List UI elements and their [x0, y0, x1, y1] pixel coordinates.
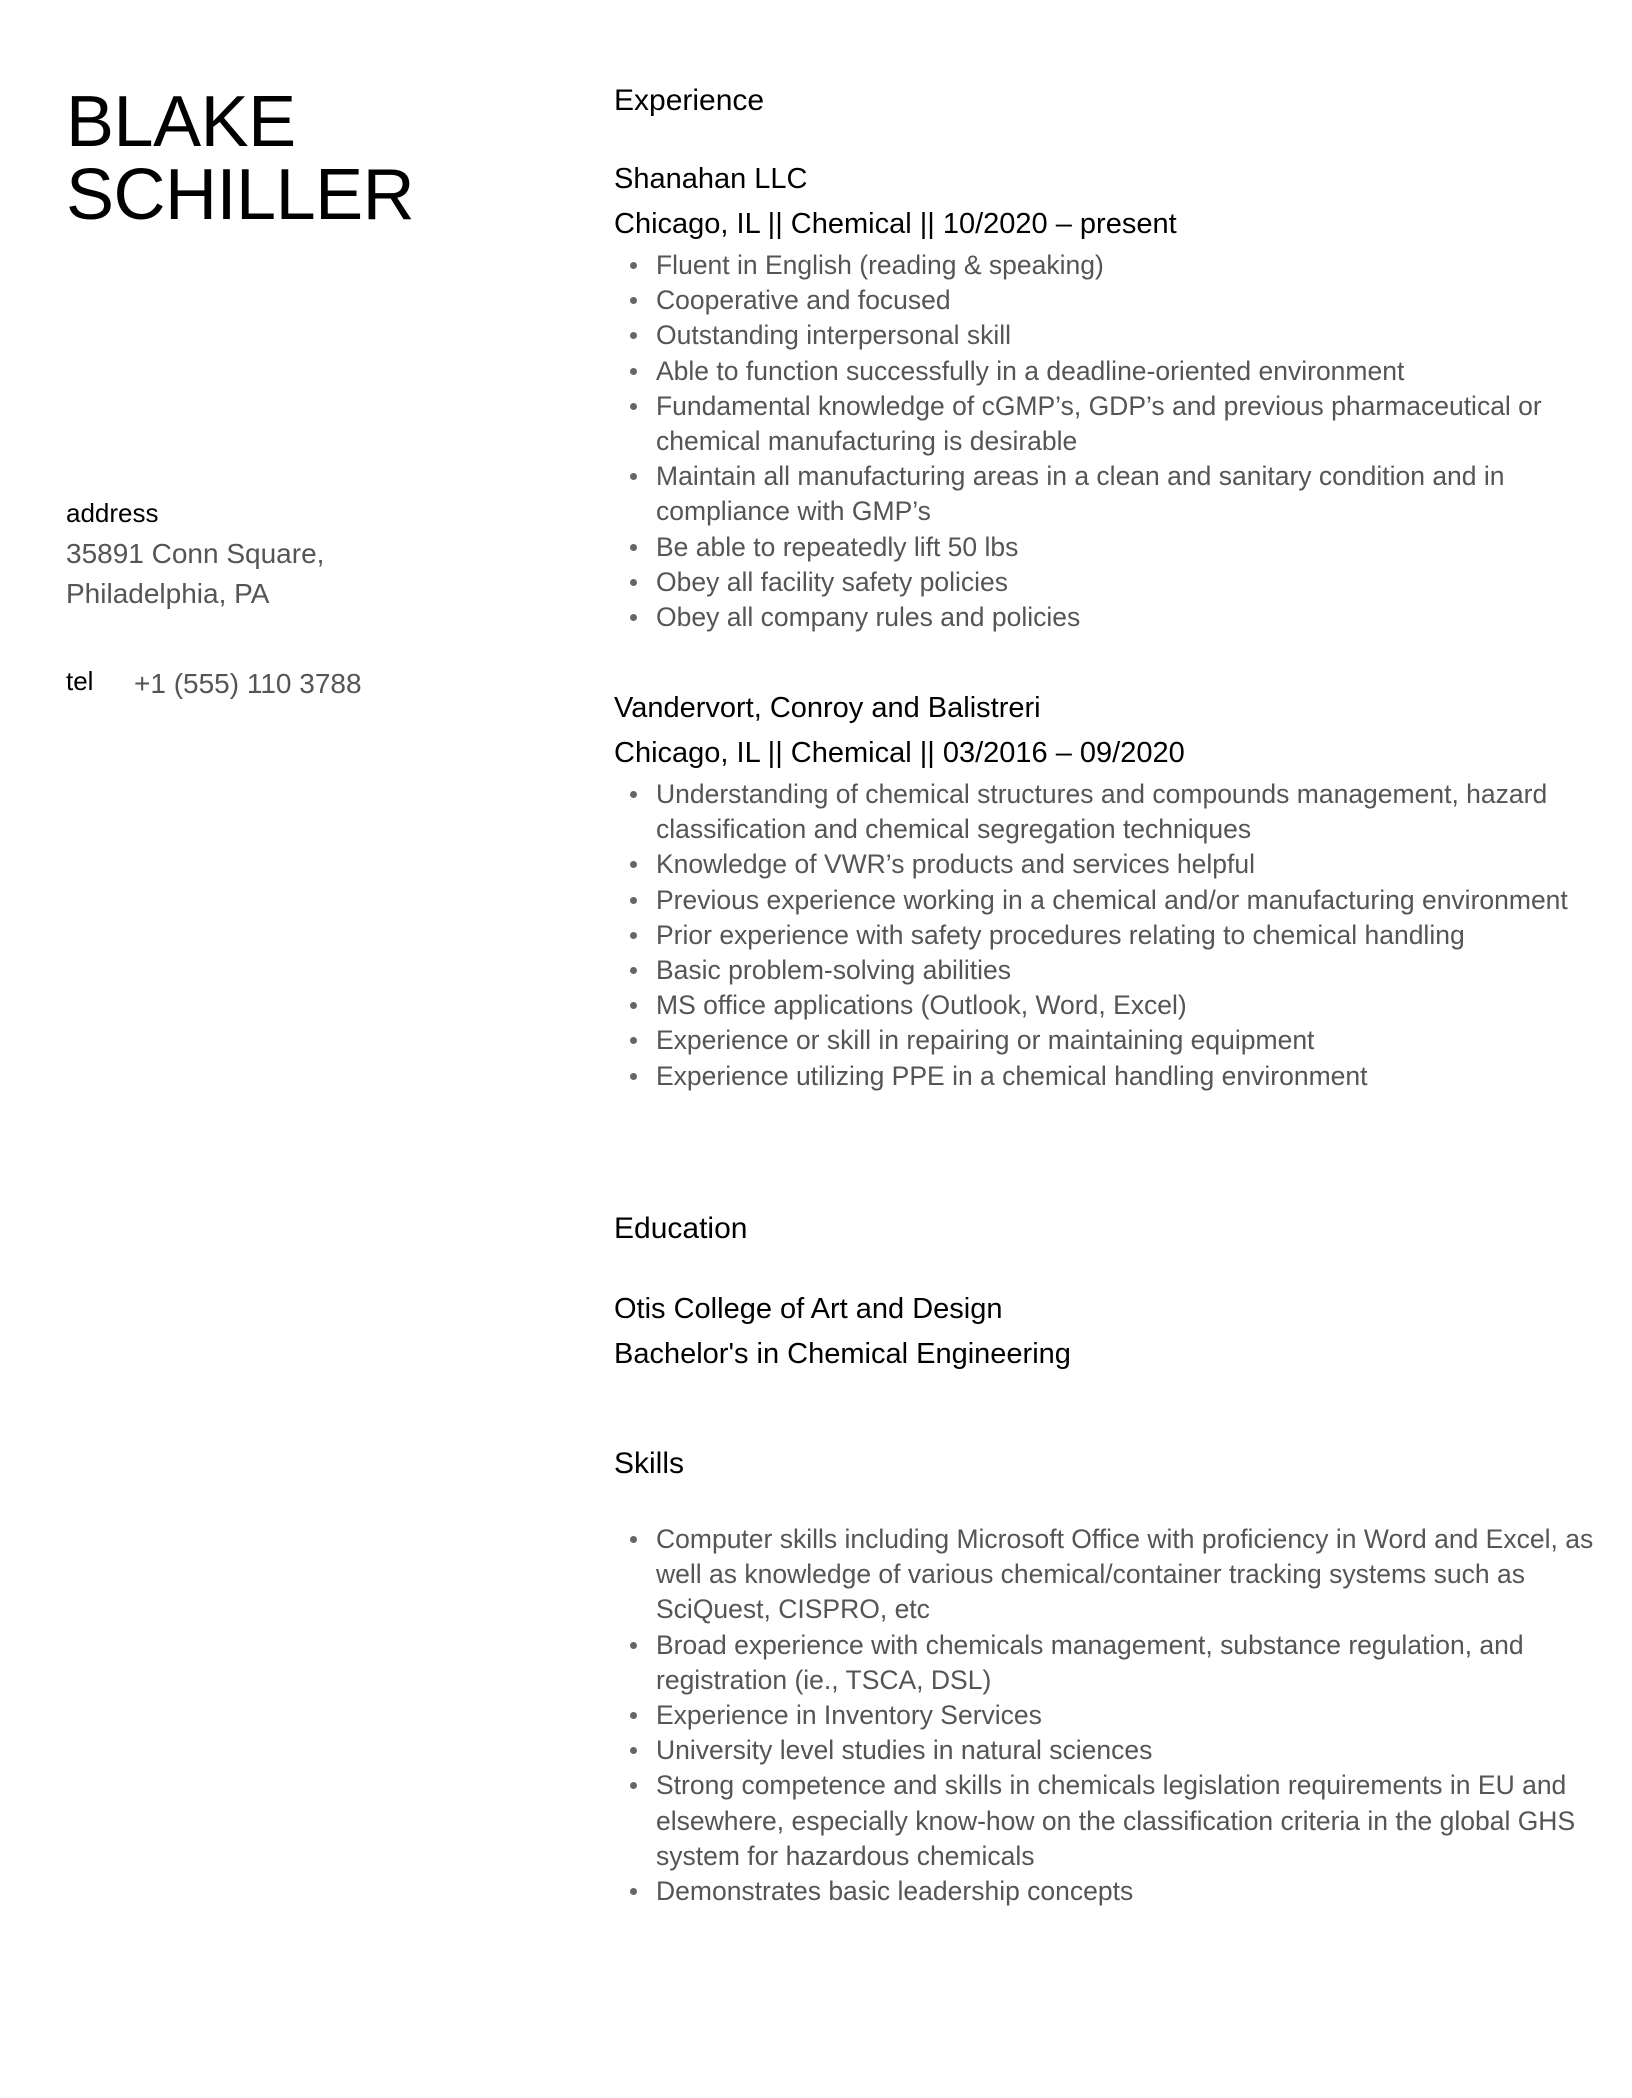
list-item: Able to function successfully in a deadline-oriented environment: [656, 354, 1606, 389]
list-item: University level studies in natural sciences: [656, 1733, 1606, 1768]
job-company-1: Shanahan LLC: [614, 163, 808, 195]
list-item: MS office applications (Outlook, Word, Excel): [656, 988, 1606, 1023]
skills-bullets: [614, 1522, 1606, 1909]
tel-label: tel: [66, 666, 94, 696]
list-item: Fluent in English (reading & speaking): [656, 248, 1606, 283]
list-item: Cooperative and focused: [656, 283, 1606, 318]
job-company-2: Vandervort, Conroy and Balistreri: [614, 692, 1041, 724]
list-item: Maintain all manufacturing areas in a clean and sanitary condition and in compliance with GMP’s: [656, 459, 1606, 529]
education-school: Otis College of Art and Design: [614, 1293, 1003, 1325]
last-name: SCHILLER: [66, 155, 415, 235]
list-item: Previous experience working in a chemical and/or manufacturing environment: [656, 883, 1606, 918]
list-item: Knowledge of VWR’s products and services helpful: [656, 847, 1606, 882]
list-item: Strong competence and skills in chemicals legislation requirements in EU and elsewhere, especially know-how on the classification criteria in the global GHS system for hazardous chemicals: [656, 1768, 1606, 1874]
name-block: [66, 82, 526, 235]
list-item: Experience utilizing PPE in a chemical handling environment: [656, 1059, 1606, 1094]
tel-value: +1 (555) 110 3788: [134, 668, 362, 699]
education-degree: Bachelor's in Chemical Engineering: [614, 1338, 1071, 1370]
address-line-2: Philadelphia, PA: [66, 578, 270, 609]
list-item: Fundamental knowledge of cGMP’s, GDP’s and previous pharmaceutical or chemical manufacturing is desirable: [656, 389, 1606, 459]
list-item: Obey all facility safety policies: [656, 565, 1606, 600]
first-name: BLAKE: [66, 82, 296, 162]
job-bullets-2: [614, 777, 1606, 1094]
skills-heading: Skills: [614, 1447, 685, 1480]
job-meta-2: Chicago, IL || Chemical || 03/2016 – 09/2020: [614, 737, 1185, 769]
list-item: Experience or skill in repairing or maintaining equipment: [656, 1023, 1606, 1058]
list-item: Basic problem-solving abilities: [656, 953, 1606, 988]
list-item: Demonstrates basic leadership concepts: [656, 1874, 1606, 1909]
education-heading: Education: [614, 1212, 748, 1245]
list-item: Experience in Inventory Services: [656, 1698, 1606, 1733]
job-bullets-1: [614, 248, 1606, 635]
address-label: address: [66, 498, 159, 528]
list-item: Computer skills including Microsoft Office with proficiency in Word and Excel, as well as knowledge of various chemical/container tracking systems such as SciQuest, CISPRO, etc: [656, 1522, 1606, 1628]
list-item: Broad experience with chemicals management, substance regulation, and registration (ie., TSCA, DSL): [656, 1628, 1606, 1698]
job-meta-1: Chicago, IL || Chemical || 10/2020 – present: [614, 208, 1177, 240]
candidate-name: [66, 82, 526, 235]
list-item: Outstanding interpersonal skill: [656, 318, 1606, 353]
list-item: Obey all company rules and policies: [656, 600, 1606, 635]
experience-heading: Experience: [614, 84, 765, 117]
list-item: Prior experience with safety procedures relating to chemical handling: [656, 918, 1606, 953]
list-item: Be able to repeatedly lift 50 lbs: [656, 530, 1606, 565]
address-line-1: 35891 Conn Square,: [66, 538, 325, 569]
list-item: Understanding of chemical structures and compounds management, hazard classification and chemical segregation techniques: [656, 777, 1606, 847]
